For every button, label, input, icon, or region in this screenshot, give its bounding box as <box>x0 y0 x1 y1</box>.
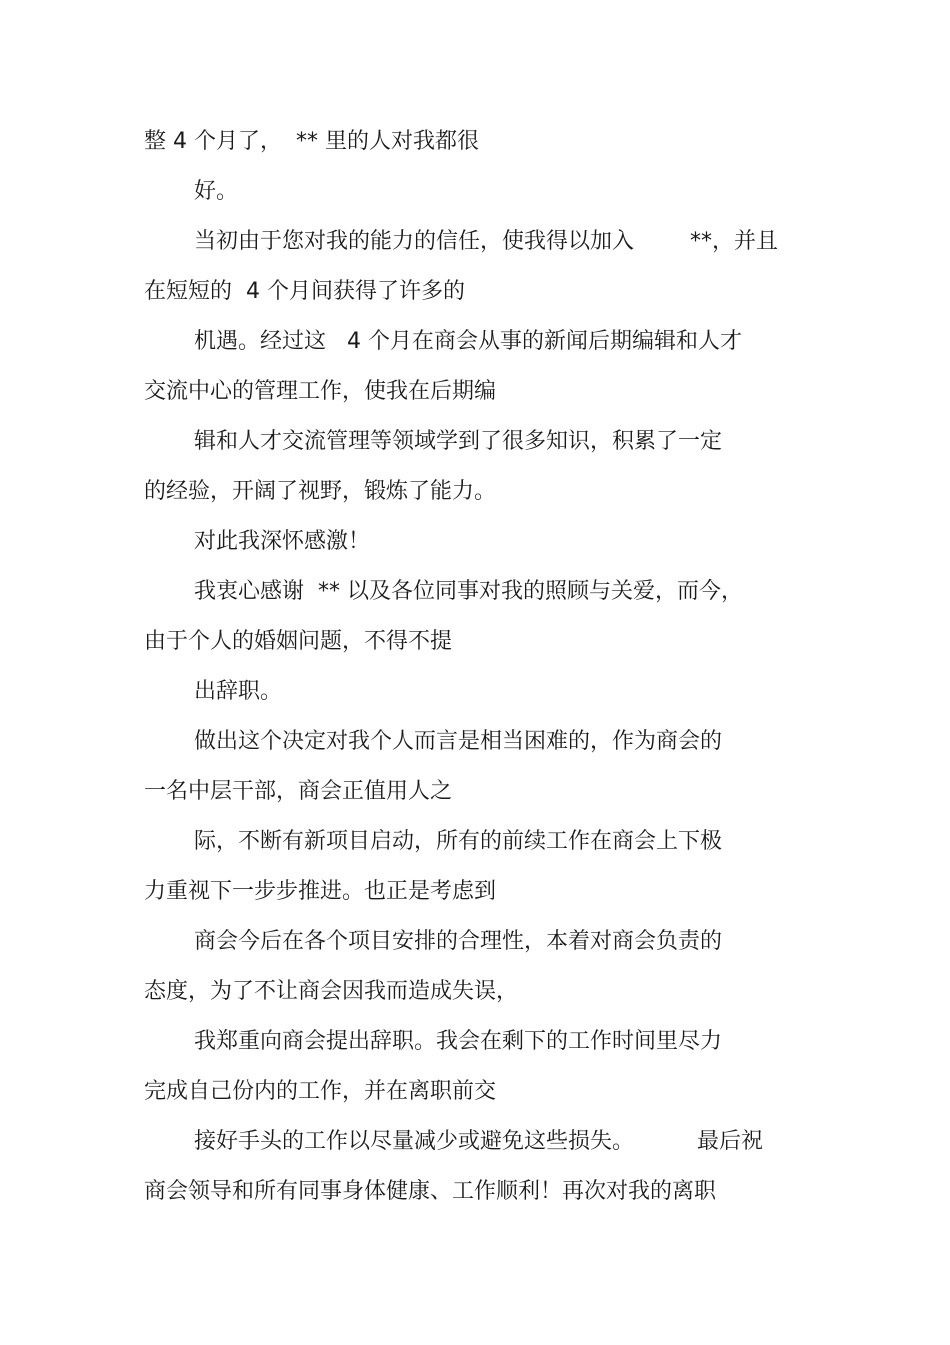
text-line: 交流中心的管理工作，使我在后期编 <box>144 379 497 404</box>
text-line: 际，不断有新项目启动，所有的前续工作在商会上下极 <box>194 829 723 854</box>
text-line: 完成自己份内的工作，并在离职前交 <box>144 1079 497 1104</box>
text-line: 好。 <box>194 179 239 204</box>
text-line: 的经验，开阔了视野，锻炼了能力。 <box>144 479 497 504</box>
text-line: 对此我深怀感激！ <box>194 529 371 554</box>
text-line: 力重视下一步步推进。也正是考虑到 <box>144 879 497 904</box>
text-line: 机遇。经过这 4 个月在商会从事的新闻后期编辑和人才 <box>194 329 742 354</box>
text-line: 由于个人的婚姻问题，不得不提 <box>144 629 453 654</box>
text-line: 我郑重向商会提出辞职。我会在剩下的工作时间里尽力 <box>194 1029 723 1054</box>
text-line: 在短短的 4 个月间获得了许多的 <box>144 279 465 304</box>
text-line: 辑和人才交流管理等领域学到了很多知识，积累了一定 <box>194 429 723 454</box>
text-line: 做出这个决定对我个人而言是相当困难的，作为商会的 <box>194 729 723 754</box>
text-line: 出辞职。 <box>194 679 283 704</box>
text-line: 整 4 个月了， ** 里的人对我都很 <box>144 129 479 154</box>
text-line: 我衷心感谢 ** 以及各位同事对我的照顾与关爱，而今， <box>194 579 743 604</box>
text-line: 商会领导和所有同事身体健康、工作顺利！再次对我的离职 <box>144 1179 717 1204</box>
text-line: 接好手头的工作以尽量减少或避免这些损失。 最后祝 <box>194 1129 763 1154</box>
text-line: 态度，为了不让商会因我而造成失误， <box>144 979 519 1004</box>
text-line: 一名中层干部，商会正值用人之 <box>144 779 453 804</box>
text-line: 商会今后在各个项目安排的合理性，本着对商会负责的 <box>194 929 723 954</box>
text-line: 当初由于您对我的能力的信任，使我得以加入 **，并且 <box>194 229 778 254</box>
